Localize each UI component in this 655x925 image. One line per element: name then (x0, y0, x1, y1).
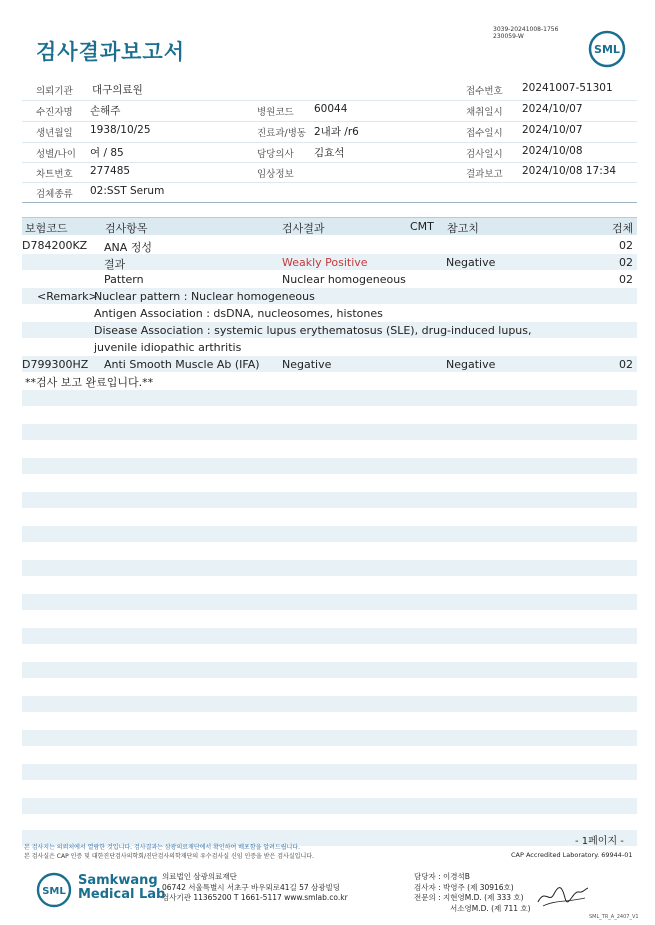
svg-text:SML: SML (594, 43, 620, 56)
signature (535, 880, 590, 910)
svg-text:SML: SML (42, 886, 66, 897)
cap-accreditation: CAP Accredited Laboratory. 69944-01 (511, 851, 633, 859)
col-cmt: CMT (410, 220, 434, 233)
doctor-value: 김효석 (314, 147, 345, 159)
test-date-value: 2024/10/08 (522, 145, 583, 157)
chart-no-label: 차트번호 (36, 169, 73, 180)
remark-line: Disease Association : systemic lupus erythematosus (SLE), drug-induced lupus, (94, 324, 532, 337)
table-row-code: D799300HZ (22, 358, 89, 371)
org-info: 의료법인 삼광의료재단 06742 서울특별시 서초구 바우뫼로41길 57 삼광빌딩 검사기관 11365200 T 1661-5117 www.smlab.co.kr (162, 872, 348, 902)
specimen-value: 02:SST Serum (90, 185, 165, 197)
table-row-item: Pattern (104, 273, 144, 286)
page-number: - 1페이지 - (575, 836, 624, 847)
institution-value: 대구의료원 (92, 84, 143, 96)
table-row-item: ANA 정성 (104, 241, 153, 254)
table-row-item: 결과 (104, 258, 126, 271)
remark-line: juvenile idiopathic arthritis (94, 341, 242, 354)
sml-logo-icon (588, 30, 626, 68)
col-insurance-code: 보험코드 (25, 222, 68, 235)
chart-no-value: 277485 (90, 165, 131, 177)
staff-info: 담당자 : 이경석B 검사자 : 박영주 (제 30916호) 전문의 : 지현영M.D. (제 333 호) 서소영M.D. (제 711 호) (414, 872, 531, 913)
sml-logo-icon (36, 872, 72, 908)
table-row-reference: Negative (446, 256, 496, 269)
col-specimen: 검체 (612, 222, 634, 235)
report-complete-note: **검사 보고 완료입니다.** (25, 376, 154, 389)
footer-note: 본 검사실은 CAP 인증 및 대한진단검사의학회/진단검사의학재단의 우수검사실 신임 인증을 받은 검사실입니다. (24, 853, 314, 860)
table-row-item: Anti Smooth Muscle Ab (IFA) (104, 358, 260, 371)
report-title: 검사결과보고서 (36, 40, 186, 64)
doctor-label: 담당의사 (257, 149, 294, 160)
receipt-date-value: 2024/10/07 (522, 124, 583, 136)
document-code: 3039-20241008-1756 230059-W (493, 26, 559, 40)
table-row-specimen: 02 (619, 273, 633, 286)
collect-date-value: 2024/10/07 (522, 103, 583, 115)
table-row-code: D784200KZ (22, 239, 88, 252)
test-date-label: 검사일시 (466, 149, 503, 160)
receipt-date-label: 접수일시 (466, 128, 503, 139)
clinical-label: 임상정보 (257, 169, 294, 180)
table-row-reference: Negative (446, 358, 496, 371)
report-date-value: 2024/10/08 17:34 (522, 165, 617, 177)
col-reference: 참고치 (447, 222, 479, 235)
dept-value: 2내과 /r6 (314, 126, 359, 138)
form-code: SML_TR_A_2407_V1 (589, 914, 639, 920)
footer-note: 본 검사지는 의뢰처에서 열람한 것입니다. 검사결과는 삼광의료재단에서 확인하여 배포함을 알려드립니다. (24, 844, 301, 851)
institution-label: 의뢰기관 (36, 86, 73, 97)
table-row-specimen: 02 (619, 358, 633, 371)
report-date-label: 결과보고 (466, 169, 503, 180)
patient-value: 손해주 (90, 105, 121, 117)
col-result: 검사결과 (282, 222, 325, 235)
table-row-result: Negative (282, 358, 332, 371)
brand-name: Samkwang Medical Lab (78, 873, 166, 902)
remark-line: Nuclear pattern : Nuclear homogeneous (94, 290, 315, 303)
hospital-code-label: 병원코드 (257, 107, 294, 118)
sex-age-value: 여 / 85 (90, 147, 124, 159)
dob-value: 1938/10/25 (90, 124, 151, 136)
receipt-no-label: 접수번호 (466, 86, 503, 97)
hospital-code-value: 60044 (314, 103, 348, 115)
col-test-item: 검사항목 (105, 222, 148, 235)
table-row-result: Weakly Positive (282, 256, 368, 269)
table-row-result: Nuclear homogeneous (282, 273, 406, 286)
specimen-label: 검체종류 (36, 189, 73, 200)
dept-label: 진료과/병동 (257, 128, 307, 139)
remark-label: <Remark> (37, 290, 98, 303)
sex-age-label: 성별/나이 (36, 149, 76, 160)
divider (22, 202, 637, 203)
table-row-specimen: 02 (619, 256, 633, 269)
remark-line: Antigen Association : dsDNA, nucleosomes, histones (94, 307, 383, 320)
table-row-specimen: 02 (619, 239, 633, 252)
patient-label: 수진자명 (36, 107, 73, 118)
collect-date-label: 채취일시 (466, 107, 503, 118)
dob-label: 생년월일 (36, 128, 73, 139)
receipt-no-value: 20241007-51301 (522, 82, 613, 94)
